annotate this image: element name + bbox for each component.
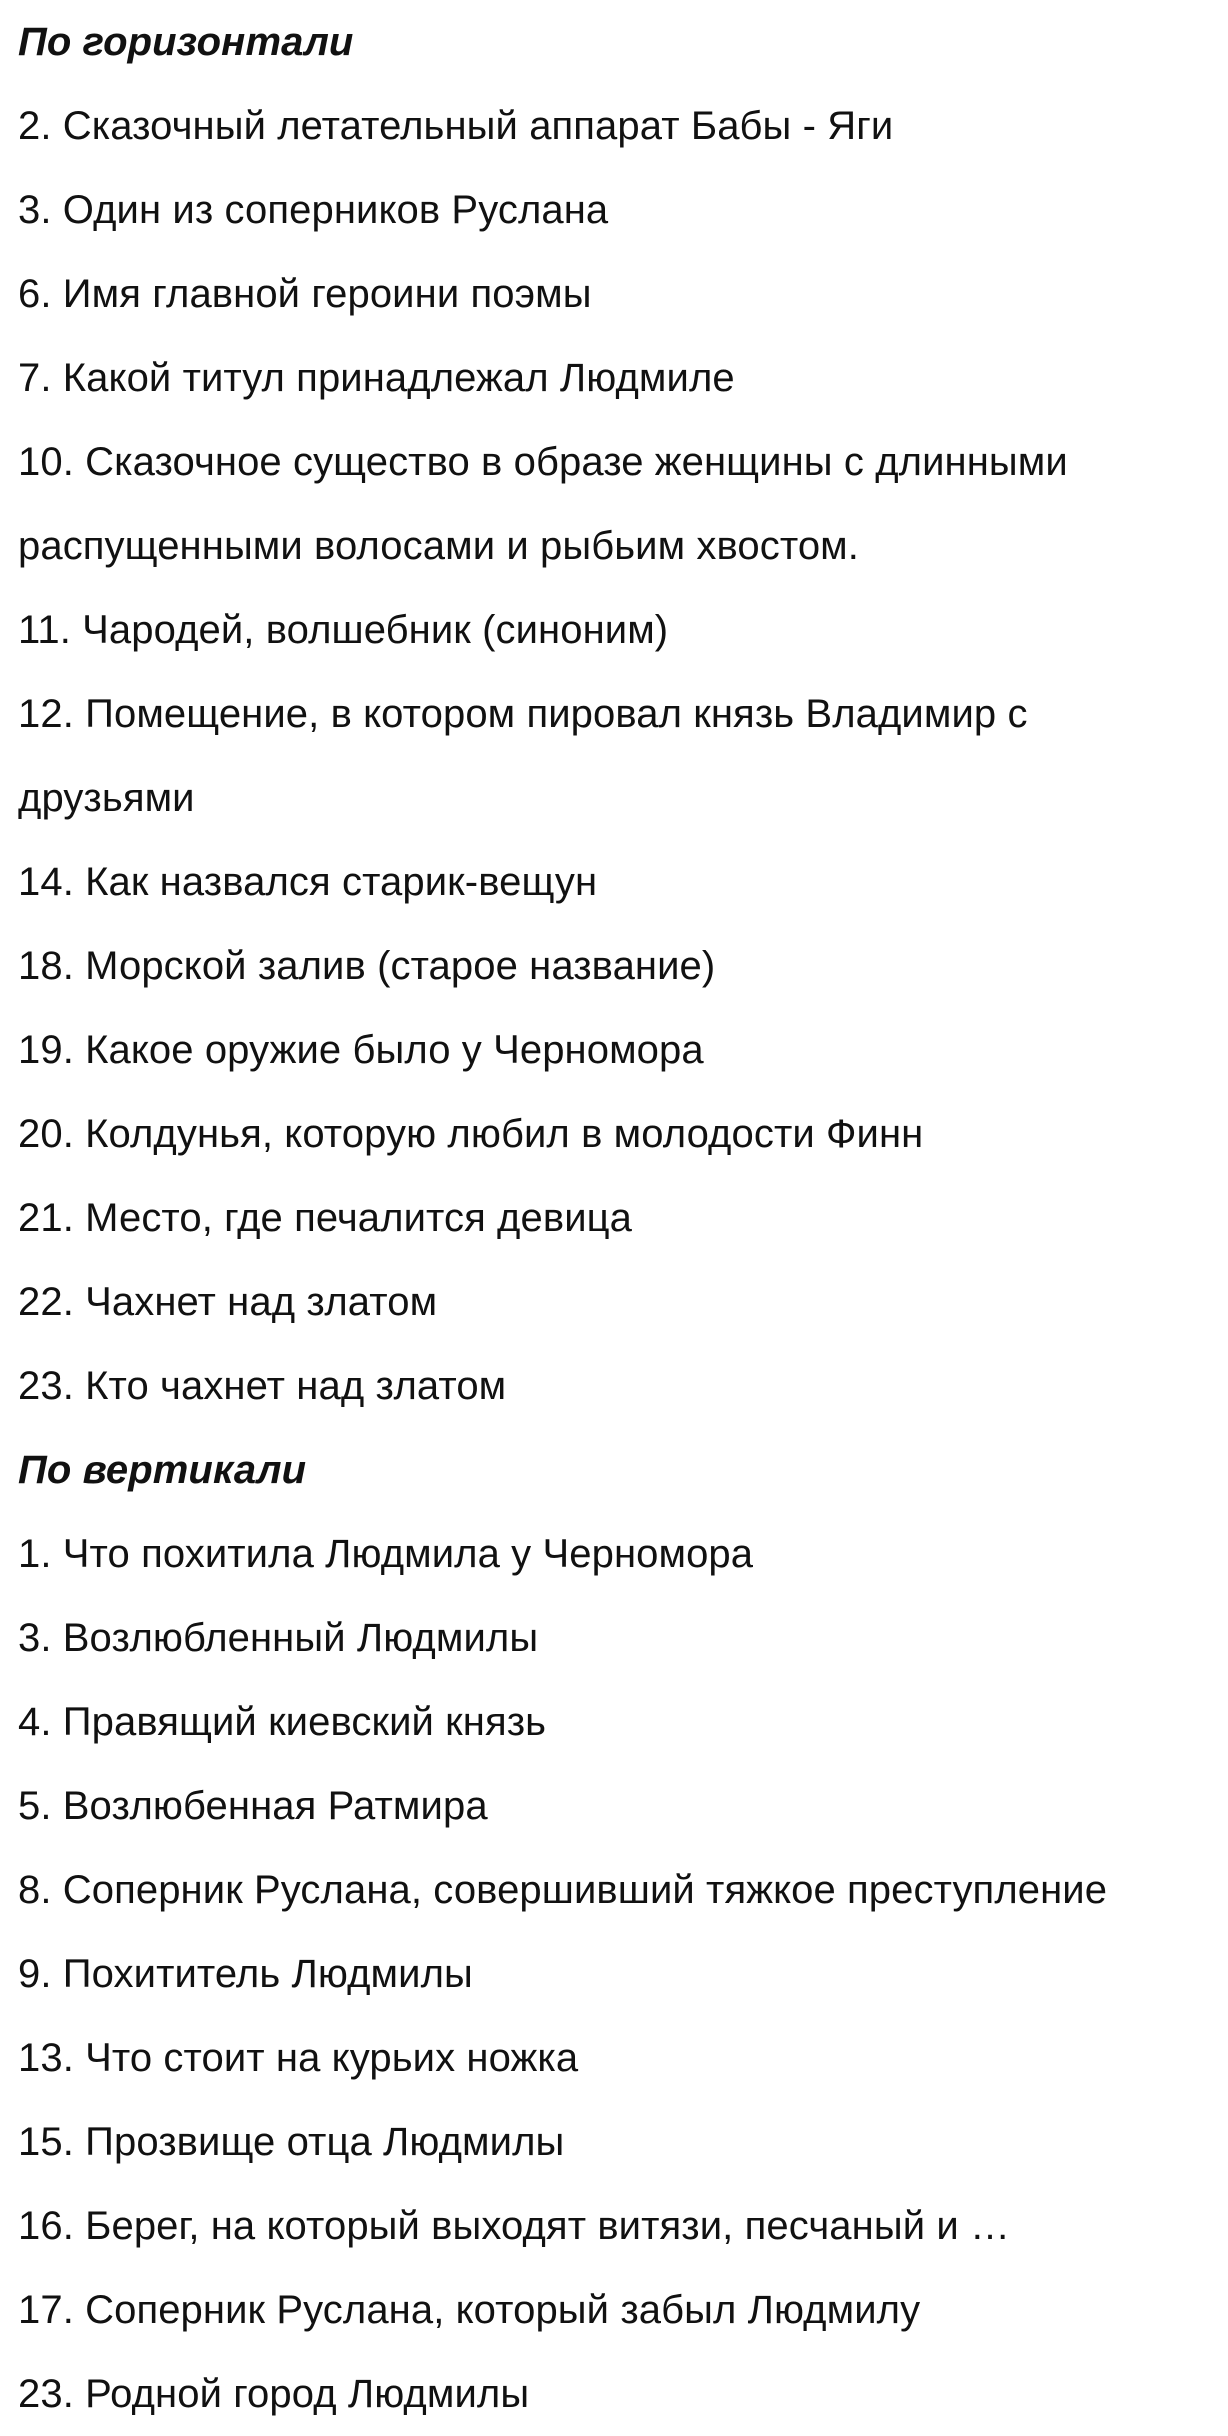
down-clue: 16. Берег, на который выходят витязи, песчаный и …: [18, 2204, 1011, 2248]
across-clue: 18. Морской залив (старое название): [18, 944, 716, 988]
across-clue-continuation: друзьями: [18, 776, 195, 820]
across-clue: 12. Помещение, в котором пировал князь Владимир с: [18, 692, 1028, 736]
across-clue: 3. Один из соперников Руслана: [18, 188, 609, 232]
across-clue: 11. Чародей, волшебник (синоним): [18, 608, 669, 652]
across-clue: 7. Какой титул принадлежал Людмиле: [18, 356, 735, 400]
down-clue: 23. Родной город Людмилы: [18, 2372, 530, 2416]
across-clue: 21. Место, где печалится девица: [18, 1196, 632, 1240]
down-clue: 5. Возлюбенная Ратмира: [18, 1784, 488, 1828]
down-clue: 8. Соперник Руслана, совершивший тяжкое преступление: [18, 1868, 1108, 1912]
down-clue: 3. Возлюбленный Людмилы: [18, 1616, 539, 1660]
across-clue: 6. Имя главной героини поэмы: [18, 272, 592, 316]
down-clue: 1. Что похитила Людмила у Черномора: [18, 1532, 754, 1576]
down-clue: 4. Правящий киевский князь: [18, 1700, 547, 1744]
down-clue: 13. Что стоит на курьих ножка: [18, 2036, 579, 2080]
across-clue: 20. Колдунья, которую любил в молодости Финн: [18, 1112, 924, 1156]
down-heading: По вертикали: [18, 1448, 307, 1492]
down-clue: 9. Похититель Людмилы: [18, 1952, 473, 1996]
across-clue: 10. Сказочное существо в образе женщины с длинными: [18, 440, 1068, 484]
across-clue-continuation: распущенными волосами и рыбьим хвостом.: [18, 524, 859, 568]
crossword-questions-document: [18, 0, 1213, 2436]
across-clue: 22. Чахнет над златом: [18, 1280, 438, 1324]
across-clue: 14. Как назвался старик-вещун: [18, 860, 598, 904]
down-clue: 15. Прозвище отца Людмилы: [18, 2120, 565, 2164]
across-clue: 19. Какое оружие было у Черномора: [18, 1028, 704, 1072]
down-clue: 17. Соперник Руслана, который забыл Людмилу: [18, 2288, 921, 2332]
across-clue: 23. Кто чахнет над златом: [18, 1364, 507, 1408]
across-clue: 2. Сказочный летательный аппарат Бабы - Яги: [18, 104, 894, 148]
across-heading: По горизонтали: [18, 20, 354, 64]
